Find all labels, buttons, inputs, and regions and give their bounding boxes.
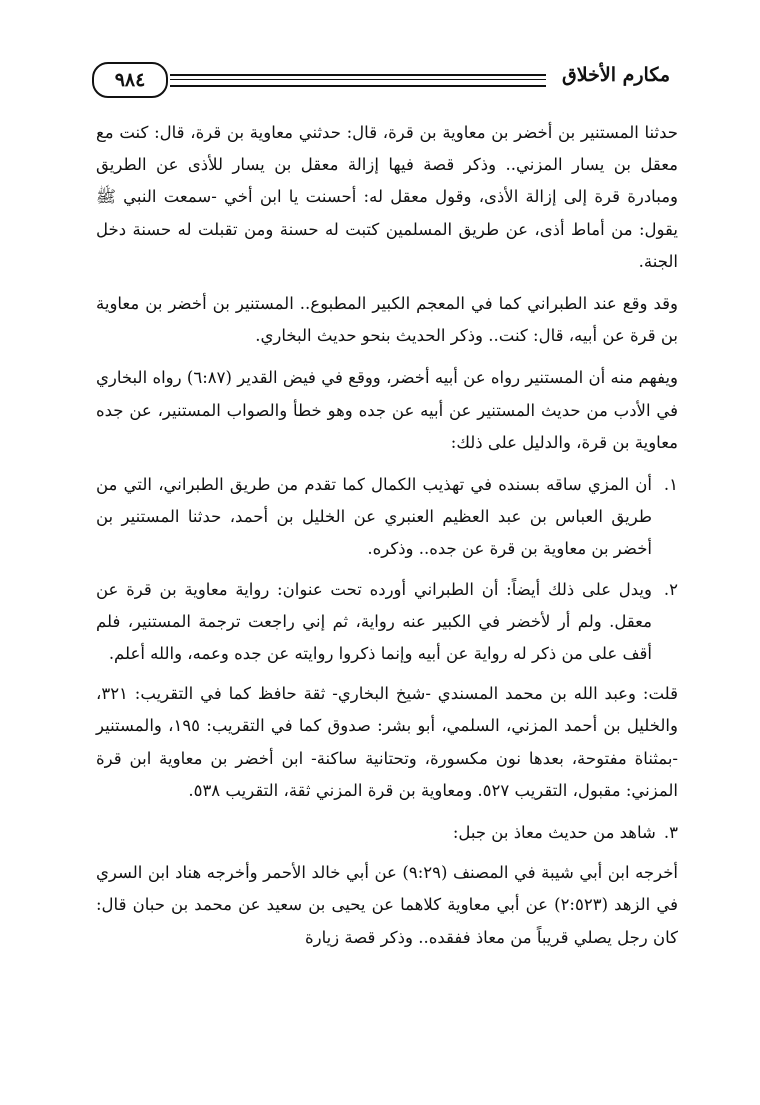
paragraph-tabarani: وقد وقع عند الطبراني كما في المعجم الكبير المطبوع.. المستنير بن أخضر بن معاوية بن قرة عن أبيه، قال: كنت.. وذكر الحديث بنحو حديث البخاري. bbox=[96, 294, 678, 346]
section-3-heading bbox=[96, 817, 678, 849]
running-header bbox=[92, 62, 670, 102]
evidence-item-2 bbox=[96, 574, 678, 671]
section-title: شاهد من حديث معاذ بن جبل: bbox=[452, 823, 656, 843]
evidence-number: ١. bbox=[663, 475, 678, 495]
evidence-text: ويدل على ذلك أيضاً: أن الطبراني أورده تحت عنوان: رواية معاوية بن قرة عن معقل. ولم أر لأخضر في الكبير عنه رواية، ثم إني راجعت ترجمة المستنير، فلم أقف على من ذكر له رواية عن أبيه وإنما ذكروا روايته عن جده وعمه، والله أعلم. bbox=[96, 579, 652, 664]
evidence-item-1 bbox=[96, 469, 678, 566]
evidence-text: أن المزي ساقه بسنده في تهذيب الكمال كما تقدم من طريق الطبراني، التي من طريق العباس بن عبد العظيم العنبري عن الخليل بن أحمد، حدثنا المستنير بن أخضر بن معاوية بن قرة عن جده.. وذكره. bbox=[96, 475, 652, 559]
section-number: ٣. bbox=[663, 823, 678, 843]
evidence-number: ٢. bbox=[663, 579, 678, 599]
running-title: مكارم الأخلاق bbox=[562, 64, 670, 86]
paragraph-takhrij: أخرجه ابن أبي شيبة في المصنف (٩:٢٩) عن أبي خالد الأحمر وأخرجه هناد ابن السري في الزهد (٢:٥٢٣) عن أبي معاوية كلاهما عن يحيى بن سعيد عن محمد بن حبان قال: كان رجل يصلي قريباً من معاذ ففقده.. وذكر قصة زيارة bbox=[96, 863, 678, 947]
paragraph-isnad: حدثنا المستنير بن أخضر بن معاوية بن قرة، قال: حدثني معاوية بن قرة، قال: كنت مع معقل بن يسار المزني.. وذكر قصة فيها إزالة معقل بن يسار للأذى عن الطريق ومبادرة قرة إلى إزالة الأذى، وقول معقل له: أحسنت يا ابن أخي -سمعت النبي ﷺ يقول: من أماط أذى، عن طريق المسلمين كتبت له حسنة ومن تقبلت له حسنة دخل الجنة. bbox=[96, 123, 678, 271]
paragraph-qult: قلت: وعبد الله بن محمد المسندي -شيخ البخاري- ثقة حافظ كما في التقريب: ٣٢١، والخليل بن أحمد المزني، السلمي، أبو بشر: صدوق كما في التقريب: ١٩٥، والمستنير -بمثناة مفتوحة، بعدها نون مكسورة، وتحتانية ساكنة- ابن أخضر بن معاوية ابن قرة المزني: مقبول، التقريب ٥٢٧. ومعاوية بن قرة المزني ثقة، التقريب ٥٣٨. bbox=[96, 684, 678, 800]
header-rule bbox=[170, 74, 546, 87]
page-body bbox=[96, 117, 678, 964]
page-number: ٩٨٤ bbox=[92, 62, 168, 98]
paragraph-understanding: ويفهم منه أن المستنير رواه عن أبيه أخضر، ووقع في فيض القدير (٦:٨٧) رواه البخاري في الأدب من حديث المستنير عن أبيه عن جده وهو خطأ والصواب المستنير، عن جده معاوية بن قرة، والدليل على ذلك: bbox=[96, 368, 678, 452]
